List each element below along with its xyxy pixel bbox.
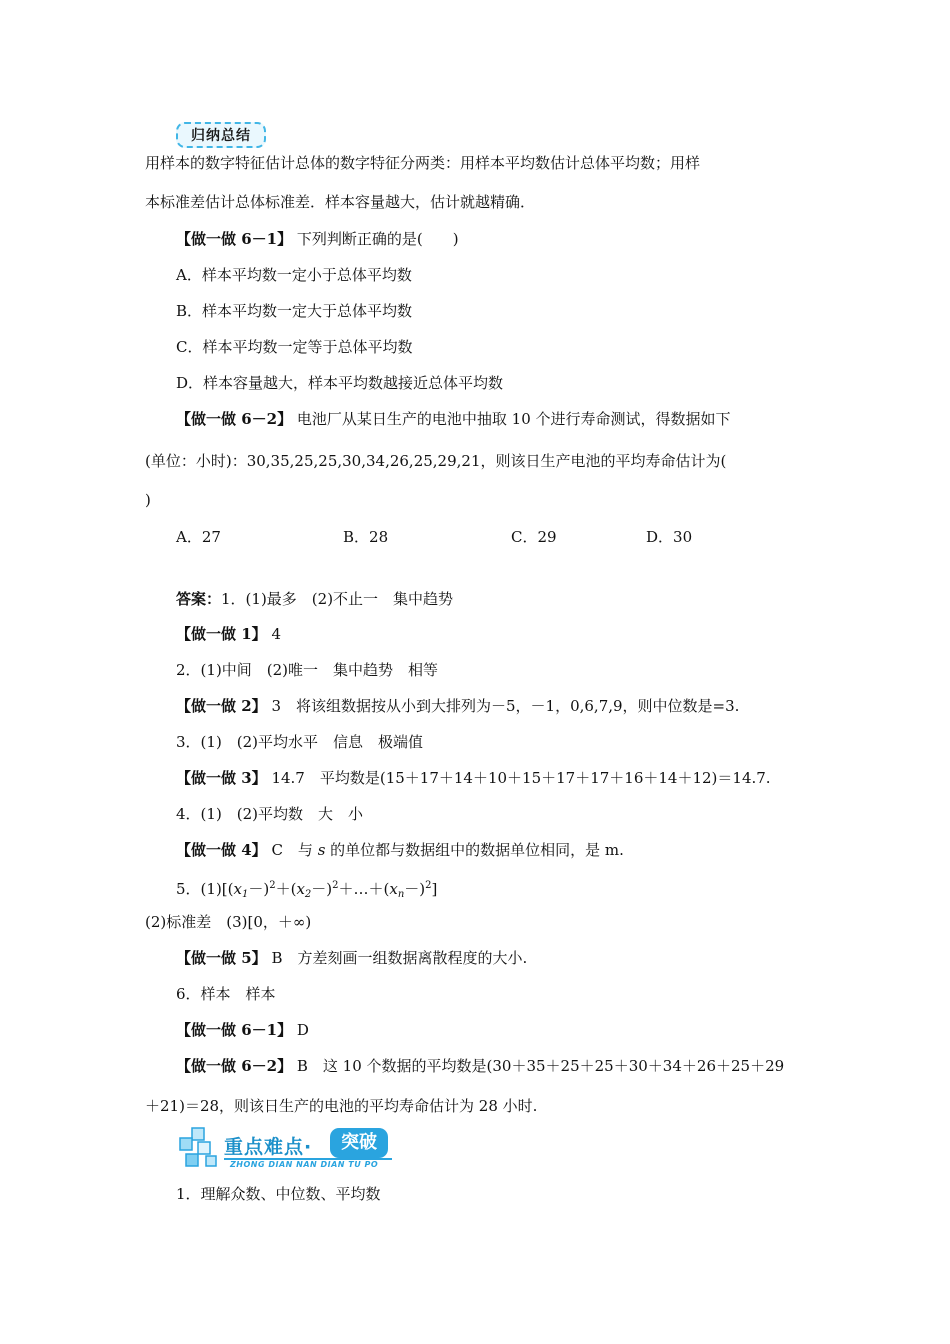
formula-var: x (233, 880, 242, 898)
formula-part: ＋( (275, 880, 297, 898)
formula-sub: 2 (304, 889, 312, 900)
practice-text: 14.7 平均数是(15＋17＋14＋10＋15＋17＋17＋16＋14＋12)＝14.7. (266, 769, 771, 787)
answer-6: 6．样本 样本 (176, 985, 276, 1003)
section-banner (174, 1126, 396, 1174)
practice-label: 【做一做 4】 (176, 841, 267, 859)
banner-title: 重点难点· (224, 1136, 313, 1158)
formula-part: －) (311, 880, 333, 898)
formula-sup: 2 (332, 880, 339, 891)
question-stem: 下列判断正确的是( ) (292, 230, 459, 248)
practice-label: 【做一做 5】 (176, 949, 267, 967)
question-6-2-line-3: ) (145, 491, 151, 509)
question-6-2-line-1 (176, 409, 731, 429)
choice-a: A．27 (176, 528, 221, 546)
answers-label: 答案： (176, 590, 222, 608)
practice-text: 的单位都与数据组中的数据单位相同，是 m. (325, 841, 624, 859)
formula-part: 5．(1)[( (176, 880, 234, 898)
practice-1 (176, 624, 281, 644)
option-a: A．样本平均数一定小于总体平均数 (176, 266, 412, 284)
practice-text: 3 将该组数据按从小到大排列为－5，－1，0,6,7,9，则中位数是=3. (266, 697, 740, 715)
formula-part: －) (248, 880, 270, 898)
practice-label: 【做一做 2】 (176, 697, 267, 715)
question-6-1 (176, 229, 459, 249)
option-c: C．样本平均数一定等于总体平均数 (176, 338, 413, 356)
practice-2 (176, 696, 739, 716)
summary-badge: 归纳总结 (176, 122, 266, 148)
practice-5 (176, 948, 527, 968)
practice-label: 【做一做 3】 (176, 769, 267, 787)
practice-label: 【做一做 1】 (176, 625, 267, 643)
answer-5-formula (176, 876, 437, 905)
practice-label: 【做一做 6－1】 (176, 1021, 293, 1039)
answer-5-b: (2)标准差 (3)[0，＋∞) (145, 913, 312, 931)
formula-part: －) (404, 880, 426, 898)
answer-4: 4．(1) (2)平均数 大 小 (176, 805, 364, 823)
question-label: 【做一做 6－1】 (176, 230, 293, 248)
formula-part: ＋…＋( (338, 880, 390, 898)
banner-pill: 突破 (330, 1128, 388, 1158)
practice-text: D (292, 1021, 309, 1039)
choice-b: B．28 (343, 528, 389, 546)
practice-text: B 这 10 个数据的平均数是(30＋35＋25＋25＋30＋34＋26＋25＋29 (292, 1057, 785, 1075)
section-1-heading: 1．理解众数、中位数、平均数 (176, 1185, 381, 1203)
formula-sup: 2 (425, 880, 432, 891)
practice-6-2-line-2: ＋21)＝28，则该日生产的电池的平均寿命估计为 28 小时. (145, 1097, 538, 1115)
answer-3: 3．(1) (2)平均水平 信息 极端值 (176, 733, 424, 751)
banner-subtitle: ZHONG DIAN NAN DIAN TU PO (230, 1160, 379, 1169)
question-6-2-line-2: (单位：小时)：30,35,25,25,30,34,26,25,29,21，则该日生产电池的平均寿命估计为( (145, 452, 727, 470)
practice-text: 4 (266, 625, 281, 643)
summary-line-2: 本标准差估计总体标准差．样本容量越大，估计就越精确． (145, 193, 536, 211)
formula-var: x (296, 880, 305, 898)
option-d: D．样本容量越大，样本平均数越接近总体平均数 (176, 374, 504, 392)
formula-part: ] (431, 880, 438, 898)
practice-6-1 (176, 1020, 309, 1040)
question-text: 电池厂从某日生产的电池中抽取 10 个进行寿命测试，得数据如下 (292, 410, 731, 428)
practice-text: C 与 (266, 841, 318, 859)
formula-sub: n (397, 889, 405, 900)
summary-line-1: 用样本的数字特征估计总体的数字特征分两类：用样本平均数估计总体平均数；用样 (145, 154, 701, 172)
practice-text: B 方差刻画一组数据离散程度的大小. (266, 949, 528, 967)
answer-1 (176, 589, 453, 609)
formula-var: x (389, 880, 398, 898)
formula-sup: 2 (269, 880, 276, 891)
practice-6-2-line-1 (176, 1056, 784, 1076)
practice-3 (176, 768, 771, 788)
formula-sub: 1 (241, 889, 249, 900)
question-label: 【做一做 6－2】 (176, 410, 293, 428)
answer-2: 2．(1)中间 (2)唯一 集中趋势 相等 (176, 661, 439, 679)
option-b: B．样本平均数一定大于总体平均数 (176, 302, 413, 320)
cubes-icon (174, 1126, 226, 1174)
choice-c: C．29 (511, 528, 557, 546)
practice-4 (176, 840, 624, 860)
symbol-s: s (317, 841, 326, 859)
practice-label: 【做一做 6－2】 (176, 1057, 293, 1075)
answer-text: 1．(1)最多 (2)不止一 集中趋势 (221, 590, 454, 608)
choice-d: D．30 (646, 528, 693, 546)
